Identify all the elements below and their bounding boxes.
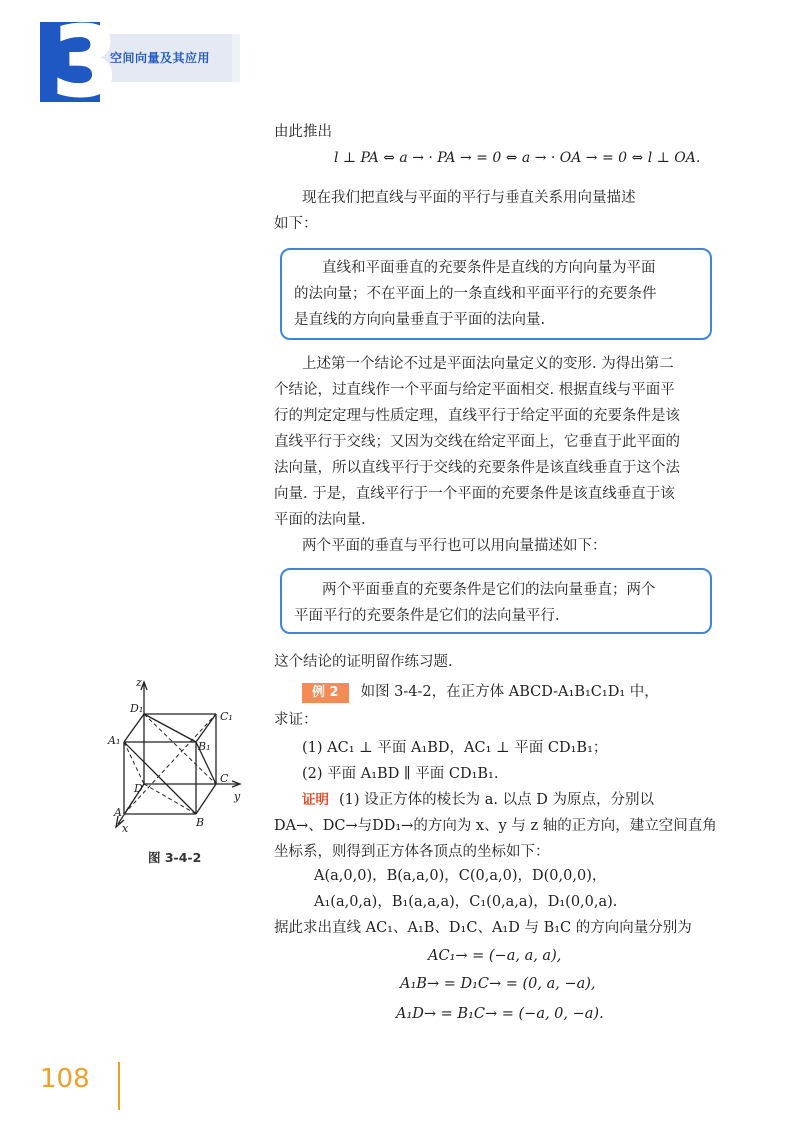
paragraph-text: 这个结论的证明留作练习题.: [274, 654, 453, 670]
page-number-divider: [118, 1062, 120, 1110]
figure-caption: 图 3-4-2: [148, 850, 202, 865]
page-number: 108: [40, 1064, 90, 1094]
label-a: A: [114, 806, 122, 819]
cube-edge: [196, 784, 216, 814]
chapter-title-bar-tail: [232, 34, 240, 82]
cube-figure: [104, 672, 264, 852]
cube-edge: [124, 714, 144, 742]
label-b: B: [196, 816, 205, 829]
proof-text: 据此求出直线 AC₁、A₁B、D₁C、A₁D 与 B₁C 的方向向量分别为: [274, 920, 692, 936]
paragraph-text: 向量. 于是，直线平行于一个平面的充要条件是该直线垂直于该: [274, 486, 675, 502]
label-c: C: [220, 772, 229, 785]
theorem-text: 平面平行的充要条件是它们的法向量平行.: [294, 608, 560, 624]
example-text: 求证：: [274, 712, 318, 728]
example-badge: 例 2: [302, 683, 349, 703]
theorem-text: 是直线的方向向量垂直于平面的法向量.: [294, 312, 546, 328]
paragraph-text: 如下：: [274, 216, 318, 232]
diagonal-d1b1: [144, 714, 196, 742]
proof-text: (1) 设正方体的棱长为 a. 以点 D 为原点，分别以: [339, 792, 654, 808]
label-d: D: [134, 782, 143, 795]
vector-equation: A₁B→ = D₁C→ = (0, a, −a),: [400, 976, 596, 992]
theorem-text: 的法向量；不在平面上的一条直线和平面平行的充要条件: [294, 286, 657, 302]
proof-text: DA→、DC→与DD₁→的方向为 x、y 与 z 轴的正方向，建立空间直角: [274, 818, 717, 834]
vector-equation: AC₁→ = (−a, a, a),: [428, 948, 562, 964]
label-d1: D₁: [130, 702, 144, 715]
paragraph-text: 个结论，过直线作一个平面与给定平面相交. 根据直线与平面平: [274, 382, 675, 398]
paragraph-text: 上述第一个结论不过是平面法向量定义的变形. 为得出第二: [302, 356, 674, 372]
coordinates: A(a,0,0)，B(a,a,0)，C(0,a,0)，D(0,0,0)，: [314, 868, 607, 884]
label-b1: B₁: [198, 740, 211, 753]
example-text: 如图 3-4-2，在正方体 ABCD-A₁B₁C₁D₁ 中，: [360, 684, 659, 700]
chapter-title: 空间向量及其应用: [110, 51, 211, 65]
label-x: x: [122, 822, 129, 835]
paragraph-text: 平面的法向量.: [274, 512, 366, 528]
cube-edge: [196, 714, 216, 742]
theorem-text: 直线和平面垂直的充要条件是直线的方向向量为平面: [322, 260, 656, 276]
example-item: (2) 平面 A₁BD ∥ 平面 CD₁B₁.: [302, 766, 499, 782]
proof-text: 坐标系，则得到正方体各顶点的坐标如下：: [274, 844, 550, 860]
chapter-number: 3: [52, 6, 119, 118]
label-c1: C₁: [220, 710, 233, 723]
diagonal-a1b: [124, 742, 196, 814]
proof-line: [302, 790, 654, 810]
label-y: y: [234, 790, 241, 803]
formula-perpendicular: l ⊥ PA ⇔ a → · PA → = 0 ⇔ a → · OA → = 0 ⇔ l ⊥ OA.: [334, 150, 701, 166]
vector-equation: A₁D→ = B₁C→ = (−a, 0, −a).: [396, 1006, 604, 1022]
paragraph-text: 行的判定定理与性质定理，直线平行于给定平面的充要条件是该: [274, 408, 680, 424]
paragraph-text: 由此推出: [274, 124, 332, 140]
paragraph-text: 直线平行于交线；又因为交线在给定平面上，它垂直于此平面的: [274, 434, 680, 450]
theorem-text: 两个平面垂直的充要条件是它们的法向量垂直；两个: [322, 582, 656, 598]
label-a1: A₁: [108, 734, 121, 747]
diagonal-a1d: [124, 742, 144, 784]
example-line: [302, 682, 659, 703]
proof-label: 证明: [302, 792, 329, 808]
paragraph-text: 两个平面的垂直与平行也可以用向量描述如下：: [302, 538, 607, 554]
example-item: (1) AC₁ ⊥ 平面 A₁BD，AC₁ ⊥ 平面 CD₁B₁；: [302, 740, 608, 756]
paragraph-text: 现在我们把直线与平面的平行与垂直关系用向量描述: [302, 190, 636, 206]
paragraph-text: 法向量，所以直线平行于交线的充要条件是该直线垂直于这个法: [274, 460, 680, 476]
coordinates: A₁(a,0,a)，B₁(a,a,a)，C₁(0,a,a)，D₁(0,0,a).: [314, 894, 618, 910]
label-z: z: [136, 676, 142, 689]
